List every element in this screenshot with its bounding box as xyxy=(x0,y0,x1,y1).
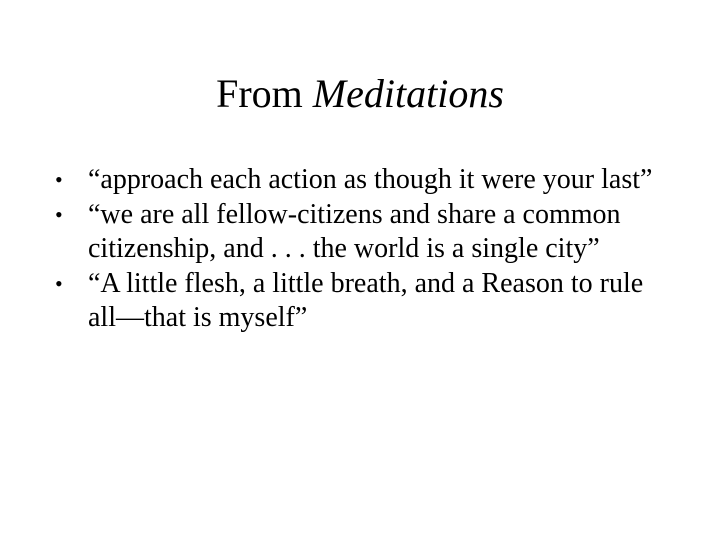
bullet-dot-icon: • xyxy=(55,167,63,192)
bullet-dot-icon: • xyxy=(55,201,63,227)
bullet-text: “A little flesh, a little breath, and a Reason to rule all—that is myself” xyxy=(88,267,644,333)
bullet-text: “approach each action as though it were your last” xyxy=(88,164,653,195)
slide-title-prefix: From xyxy=(216,71,313,116)
bullet-dot-icon: • xyxy=(55,270,63,296)
bullet-text: “we are all fellow-citizens and share a common citizenship, and . . . the world is a single city” xyxy=(88,198,621,264)
bullet-item xyxy=(55,163,675,198)
bullet-item xyxy=(55,198,675,267)
bullet-list xyxy=(55,163,675,336)
slide-title xyxy=(0,66,720,122)
slide-title-emphasis: Meditations xyxy=(312,71,504,116)
bullet-item xyxy=(55,267,675,336)
